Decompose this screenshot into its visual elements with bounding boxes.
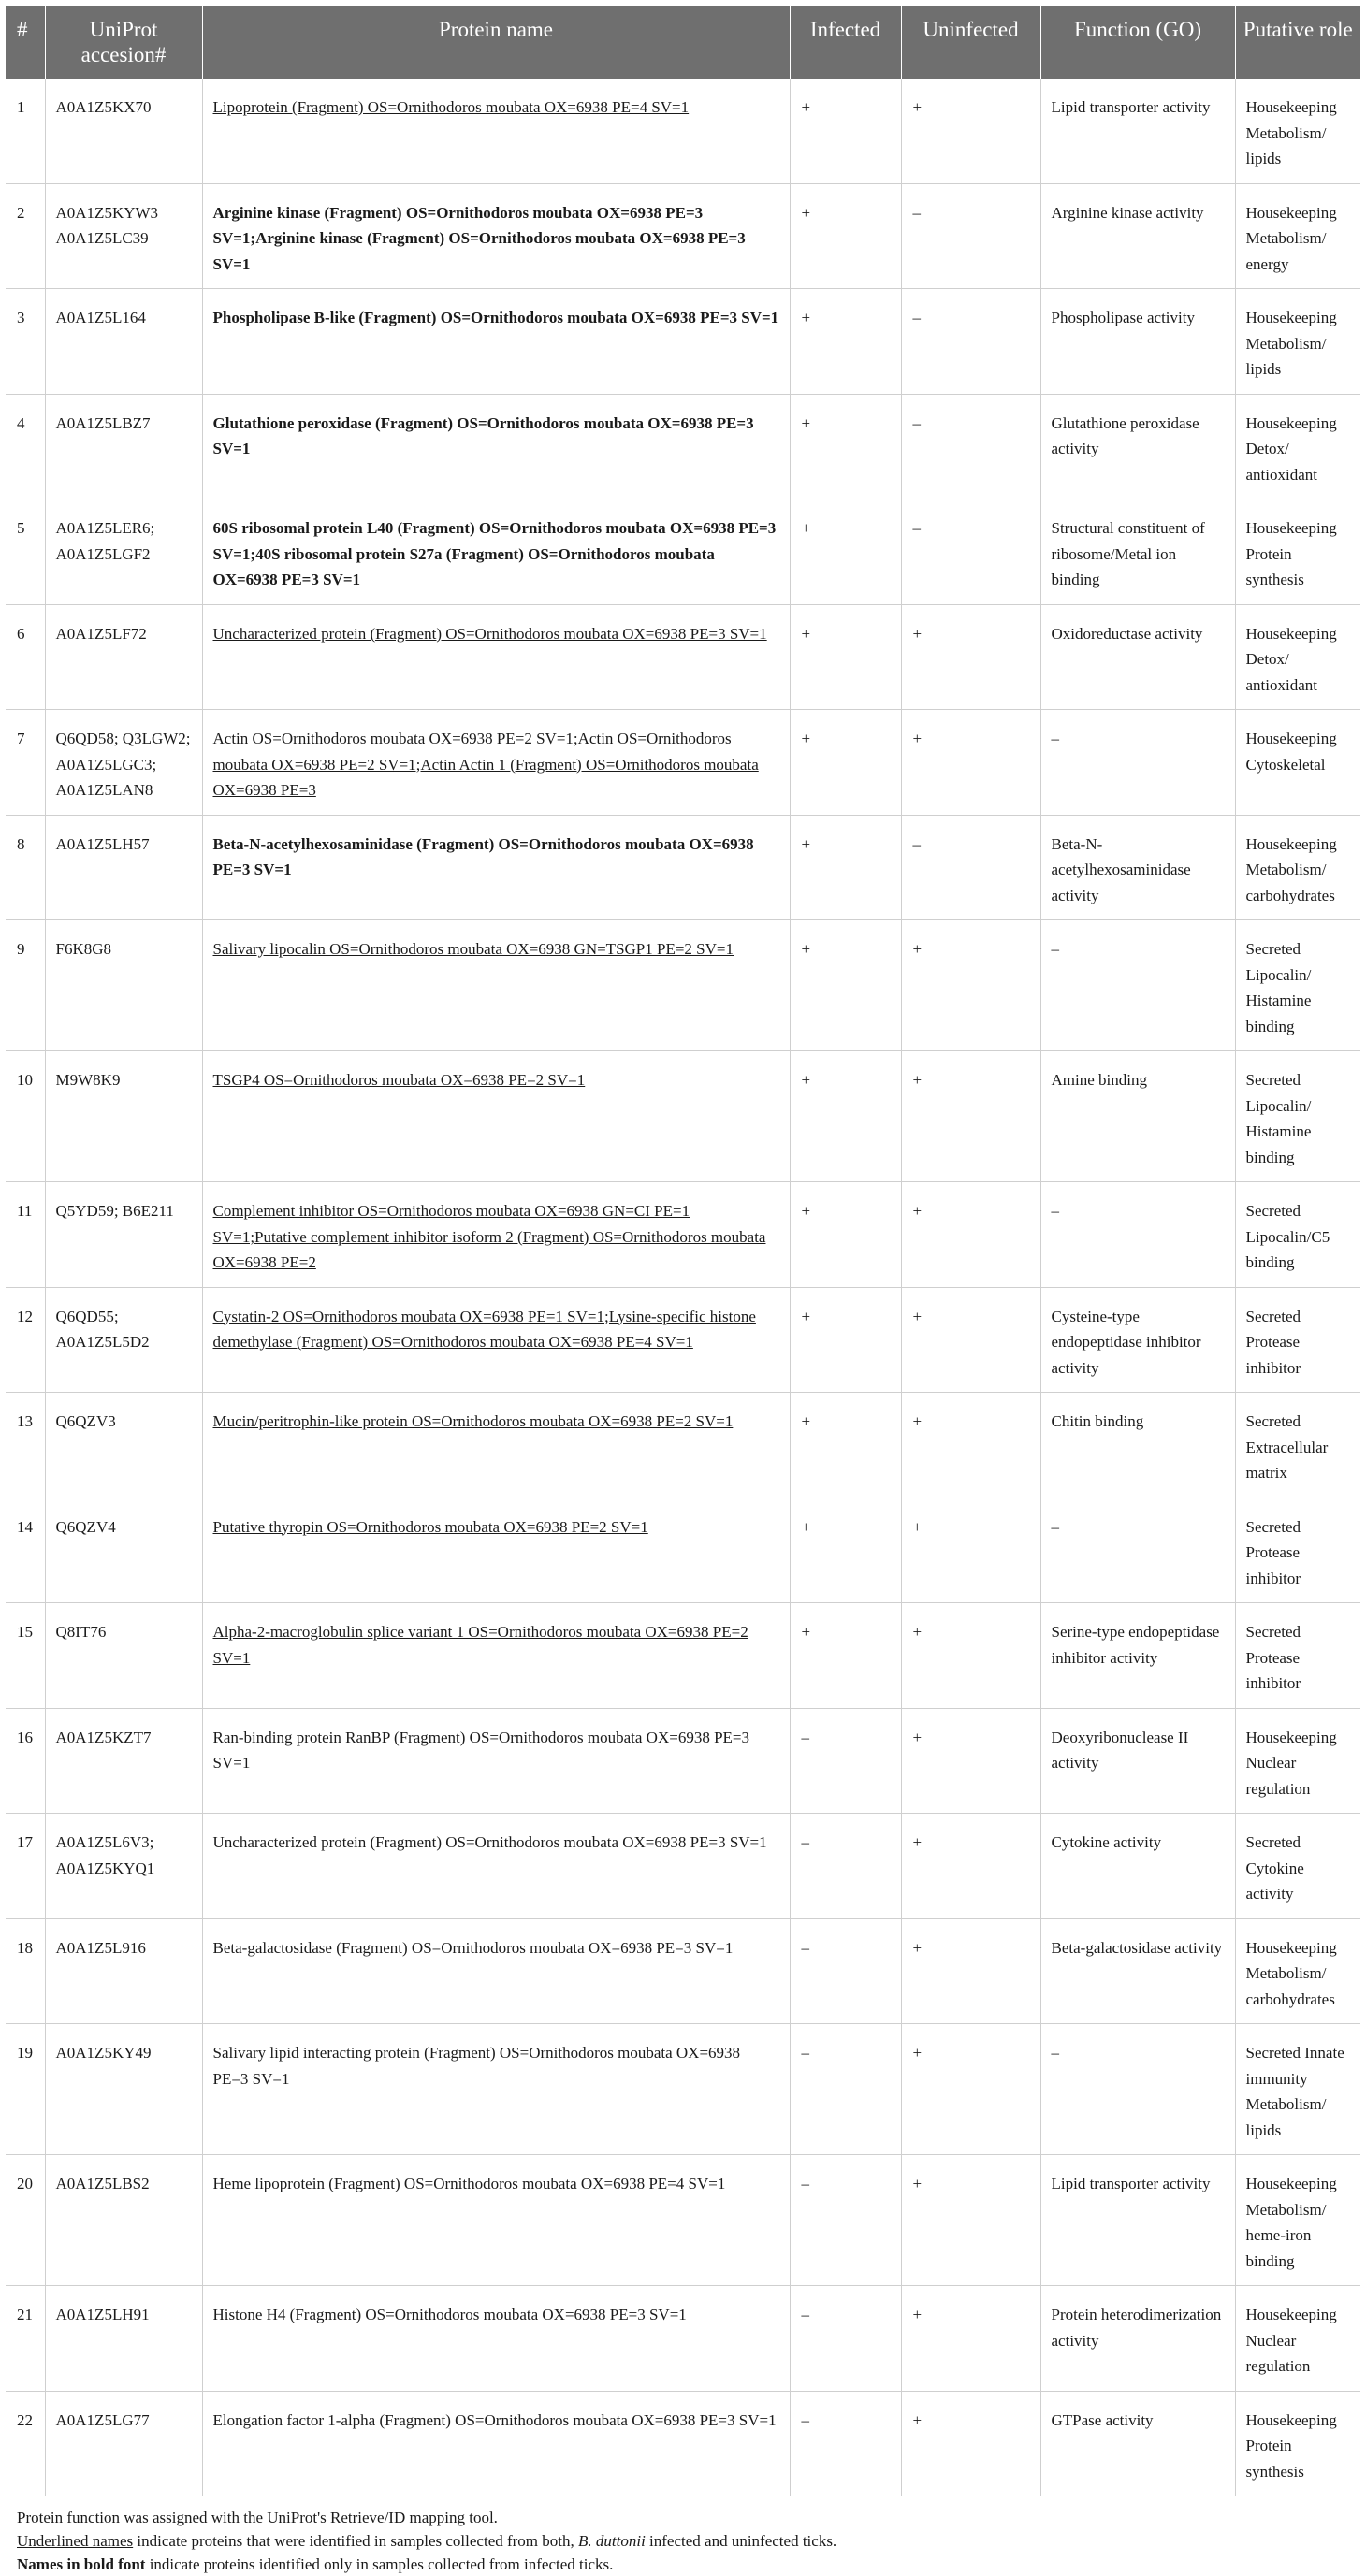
infected-cell: + xyxy=(790,79,901,183)
table-header xyxy=(6,6,1360,79)
accession-cell: Q6QZV4 xyxy=(45,1498,202,1603)
table-row xyxy=(6,710,1360,816)
protein-name-cell xyxy=(202,1814,790,1919)
footnote-3: Names in bold font indicate proteins identified only in samples collected from infected ticks. xyxy=(17,2555,614,2573)
protein-table xyxy=(6,6,1360,2496)
footnote-2: Underlined names indicate proteins that were identified in samples collected from both, B. duttonii infected and uninfected ticks. xyxy=(17,2532,837,2550)
table-row xyxy=(6,2391,1360,2496)
uninfected-cell: + xyxy=(901,2155,1040,2286)
role-cell: Secreted Lipocalin/ Histamine binding xyxy=(1235,920,1360,1051)
role-cell: Housekeeping Nuclear regulation xyxy=(1235,2286,1360,2392)
infected-cell: + xyxy=(790,604,901,710)
table-container xyxy=(6,6,1360,2576)
protein-name-cell xyxy=(202,1182,790,1288)
protein-name-cell xyxy=(202,2391,790,2496)
protein-name-text: Beta-N-acetylhexosaminidase (Fragment) OS=Ornithodoros moubata OX=6938 PE=3 SV=1 xyxy=(212,834,754,878)
function-cell: Cysteine-type endopeptidase inhibitor activity xyxy=(1040,1287,1235,1393)
infected-cell: – xyxy=(790,2155,901,2286)
protein-name-cell xyxy=(202,1708,790,1814)
uninfected-cell: – xyxy=(901,394,1040,499)
protein-name-text: Glutathione peroxidase (Fragment) OS=Ornithodoros moubata OX=6938 PE=3 SV=1 xyxy=(212,413,754,457)
accession-cell: A0A1Z5LBZ7 xyxy=(45,394,202,499)
protein-name-cell xyxy=(202,79,790,183)
role-cell: Secreted Protease inhibitor xyxy=(1235,1603,1360,1709)
role-cell: Secreted Cytokine activity xyxy=(1235,1814,1360,1919)
table-row xyxy=(6,1498,1360,1603)
uninfected-cell: – xyxy=(901,815,1040,920)
accession-cell: A0A1Z5L164 xyxy=(45,289,202,395)
infected-cell: – xyxy=(790,1708,901,1814)
accession-cell: A0A1Z5L6V3; A0A1Z5KYQ1 xyxy=(45,1814,202,1919)
protein-name-cell xyxy=(202,1287,790,1393)
table-row xyxy=(6,183,1360,289)
table-row xyxy=(6,2024,1360,2155)
infected-cell: – xyxy=(790,2391,901,2496)
accession-cell: Q8IT76 xyxy=(45,1603,202,1709)
uninfected-cell: – xyxy=(901,289,1040,395)
function-cell: Protein heterodimerization activity xyxy=(1040,2286,1235,2392)
accession-cell: Q6QD55; A0A1Z5L5D2 xyxy=(45,1287,202,1393)
row-num: 2 xyxy=(6,183,45,289)
role-cell: Housekeeping Metabolism/ carbohydrates xyxy=(1235,815,1360,920)
role-cell: Housekeeping Metabolism/ lipids xyxy=(1235,79,1360,183)
protein-name-cell xyxy=(202,183,790,289)
table-body xyxy=(6,79,1360,2496)
infected-cell: – xyxy=(790,2024,901,2155)
table-row xyxy=(6,1287,1360,1393)
table-row xyxy=(6,394,1360,499)
accession-cell: Q5YD59; B6E211 xyxy=(45,1182,202,1288)
protein-name-cell xyxy=(202,499,790,605)
infected-cell: + xyxy=(790,183,901,289)
table-row xyxy=(6,79,1360,183)
protein-name-cell xyxy=(202,289,790,395)
row-num: 21 xyxy=(6,2286,45,2392)
table-row xyxy=(6,2286,1360,2392)
accession-cell: A0A1Z5LH57 xyxy=(45,815,202,920)
infected-cell: – xyxy=(790,1814,901,1919)
uninfected-cell: + xyxy=(901,1814,1040,1919)
role-cell: Housekeeping Detox/ antioxidant xyxy=(1235,394,1360,499)
uninfected-cell: + xyxy=(901,2024,1040,2155)
uninfected-cell: + xyxy=(901,2391,1040,2496)
row-num: 5 xyxy=(6,499,45,605)
function-cell: GTPase activity xyxy=(1040,2391,1235,2496)
protein-name-text: Beta-galactosidase (Fragment) OS=Ornithodoros moubata OX=6938 PE=3 SV=1 xyxy=(212,1938,734,1957)
row-num: 3 xyxy=(6,289,45,395)
protein-name-text: Phospholipase B-like (Fragment) OS=Ornithodoros moubata OX=6938 PE=3 SV=1 xyxy=(212,309,779,326)
function-cell: – xyxy=(1040,1498,1235,1603)
role-cell: Secreted Innate immunity Metabolism/ lipids xyxy=(1235,2024,1360,2155)
role-cell: Housekeeping Metabolism/ heme-iron binding xyxy=(1235,2155,1360,2286)
infected-cell: + xyxy=(790,815,901,920)
uninfected-cell: – xyxy=(901,183,1040,289)
role-cell: Secreted Lipocalin/ Histamine binding xyxy=(1235,1051,1360,1182)
accession-cell: A0A1Z5KY49 xyxy=(45,2024,202,2155)
protein-name-text: TSGP4 OS=Ornithodoros moubata OX=6938 PE=2 SV=1 xyxy=(212,1071,586,1089)
uninfected-cell: + xyxy=(901,79,1040,183)
function-cell: Lipid transporter activity xyxy=(1040,2155,1235,2286)
row-num: 16 xyxy=(6,1708,45,1814)
infected-cell: + xyxy=(790,289,901,395)
row-num: 12 xyxy=(6,1287,45,1393)
protein-name-text: Salivary lipid interacting protein (Fragment) OS=Ornithodoros moubata OX=6938 PE=3 SV=1 xyxy=(212,2044,741,2088)
header-accession: UniProt accesion# xyxy=(45,6,202,79)
protein-name-text: Elongation factor 1-alpha (Fragment) OS=Ornithodoros moubata OX=6938 PE=3 SV=1 xyxy=(212,2410,777,2429)
table-row xyxy=(6,2155,1360,2286)
function-cell: Chitin binding xyxy=(1040,1393,1235,1498)
role-cell: Secreted Extracellular matrix xyxy=(1235,1393,1360,1498)
role-cell: Housekeeping Detox/ antioxidant xyxy=(1235,604,1360,710)
table-row xyxy=(6,815,1360,920)
function-cell: Deoxyribonuclease II activity xyxy=(1040,1708,1235,1814)
accession-cell: A0A1Z5KYW3 A0A1Z5LC39 xyxy=(45,183,202,289)
header-uninfected: Uninfected xyxy=(901,6,1040,79)
row-num: 22 xyxy=(6,2391,45,2496)
row-num: 9 xyxy=(6,920,45,1051)
infected-cell: + xyxy=(790,920,901,1051)
uninfected-cell: + xyxy=(901,1393,1040,1498)
protein-name-cell xyxy=(202,710,790,816)
function-cell: Phospholipase activity xyxy=(1040,289,1235,395)
header-protein-name: Protein name xyxy=(202,6,790,79)
role-cell: Housekeeping Metabolism/ carbohydrates xyxy=(1235,1918,1360,2024)
table-footnotes xyxy=(6,2506,1360,2576)
protein-name-text: Uncharacterized protein (Fragment) OS=Ornithodoros moubata OX=6938 PE=3 SV=1 xyxy=(212,624,767,643)
uninfected-cell: – xyxy=(901,499,1040,605)
protein-name-cell xyxy=(202,1918,790,2024)
row-num: 18 xyxy=(6,1918,45,2024)
infected-cell: + xyxy=(790,1182,901,1288)
accession-cell: Q6QD58; Q3LGW2; A0A1Z5LGC3; A0A1Z5LAN8 xyxy=(45,710,202,816)
table-row xyxy=(6,1708,1360,1814)
infected-cell: + xyxy=(790,1051,901,1182)
uninfected-cell: + xyxy=(901,1918,1040,2024)
uninfected-cell: + xyxy=(901,1182,1040,1288)
function-cell: Arginine kinase activity xyxy=(1040,183,1235,289)
row-num: 17 xyxy=(6,1814,45,1919)
table-row xyxy=(6,1814,1360,1919)
accession-cell: A0A1Z5KZT7 xyxy=(45,1708,202,1814)
row-num: 8 xyxy=(6,815,45,920)
uninfected-cell: + xyxy=(901,2286,1040,2392)
accession-cell: A0A1Z5LH91 xyxy=(45,2286,202,2392)
row-num: 4 xyxy=(6,394,45,499)
function-cell: – xyxy=(1040,710,1235,816)
uninfected-cell: + xyxy=(901,1051,1040,1182)
protein-name-text: Complement inhibitor OS=Ornithodoros moubata OX=6938 GN=CI PE=1 SV=1;Putative complement inhibitor isoform 2 (Fragment) OS=Ornithodoros moubata OX=6938 PE=2 xyxy=(212,1202,766,1271)
protein-name-text: 60S ribosomal protein L40 (Fragment) OS=Ornithodoros moubata OX=6938 PE=3 SV=1;40S ribosomal protein S27a (Fragment) OS=Ornithodoros moubata OX=6938 PE=3 SV=1 xyxy=(212,519,777,588)
uninfected-cell: + xyxy=(901,1708,1040,1814)
function-cell: Lipid transporter activity xyxy=(1040,79,1235,183)
protein-name-cell xyxy=(202,920,790,1051)
uninfected-cell: + xyxy=(901,1603,1040,1709)
infected-cell: + xyxy=(790,1603,901,1709)
protein-name-cell xyxy=(202,394,790,499)
role-cell: Housekeeping Protein synthesis xyxy=(1235,499,1360,605)
function-cell: Beta-galactosidase activity xyxy=(1040,1918,1235,2024)
function-cell: Amine binding xyxy=(1040,1051,1235,1182)
protein-name-text: Alpha-2-macroglobulin splice variant 1 OS=Ornithodoros moubata OX=6938 PE=2 SV=1 xyxy=(212,1623,748,1667)
protein-name-cell xyxy=(202,1498,790,1603)
uninfected-cell: + xyxy=(901,710,1040,816)
accession-cell: A0A1Z5KX70 xyxy=(45,79,202,183)
role-cell: Secreted Lipocalin/C5 binding xyxy=(1235,1182,1360,1288)
uninfected-cell: + xyxy=(901,604,1040,710)
function-cell: Structural constituent of ribosome/Metal ion binding xyxy=(1040,499,1235,605)
row-num: 10 xyxy=(6,1051,45,1182)
table-row xyxy=(6,1393,1360,1498)
row-num: 11 xyxy=(6,1182,45,1288)
role-cell: Housekeeping Cytoskeletal xyxy=(1235,710,1360,816)
row-num: 1 xyxy=(6,79,45,183)
function-cell: Oxidoreductase activity xyxy=(1040,604,1235,710)
row-num: 13 xyxy=(6,1393,45,1498)
accession-cell: Q6QZV3 xyxy=(45,1393,202,1498)
protein-name-text: Actin OS=Ornithodoros moubata OX=6938 PE=2 SV=1;Actin OS=Ornithodoros moubata OX=6938 PE=2 SV=1;Actin Actin 1 (Fragment) OS=Ornithodoros moubata OX=6938 PE=3 xyxy=(212,730,759,799)
accession-cell: A0A1Z5LG77 xyxy=(45,2391,202,2496)
function-cell: Beta-N-acetylhexosaminidase activity xyxy=(1040,815,1235,920)
table-row xyxy=(6,289,1360,395)
uninfected-cell: + xyxy=(901,920,1040,1051)
protein-name-cell xyxy=(202,1393,790,1498)
accession-cell: A0A1Z5LER6; A0A1Z5LGF2 xyxy=(45,499,202,605)
function-cell: – xyxy=(1040,1182,1235,1288)
protein-name-text: Putative thyropin OS=Ornithodoros moubata OX=6938 PE=2 SV=1 xyxy=(212,1517,648,1536)
table-row xyxy=(6,1051,1360,1182)
footnote-1: Protein function was assigned with the UniProt's Retrieve/ID mapping tool. xyxy=(17,2509,498,2526)
function-cell: Glutathione peroxidase activity xyxy=(1040,394,1235,499)
table-row xyxy=(6,1918,1360,2024)
protein-name-text: Arginine kinase (Fragment) OS=Ornithodoros moubata OX=6938 PE=3 SV=1;Arginine kinase (Fragment) OS=Ornithodoros moubata OX=6938 PE=3 SV=1 xyxy=(212,203,746,273)
infected-cell: – xyxy=(790,2286,901,2392)
function-cell: – xyxy=(1040,920,1235,1051)
protein-name-cell xyxy=(202,2155,790,2286)
protein-name-cell xyxy=(202,2286,790,2392)
role-cell: Secreted Protease inhibitor xyxy=(1235,1498,1360,1603)
table-row xyxy=(6,604,1360,710)
role-cell: Housekeeping Metabolism/ energy xyxy=(1235,183,1360,289)
protein-name-text: Cystatin-2 OS=Ornithodoros moubata OX=6938 PE=1 SV=1;Lysine-specific histone demethylase (Fragment) OS=Ornithodoros moubata OX=6938 PE=4 SV=1 xyxy=(212,1307,756,1351)
row-num: 20 xyxy=(6,2155,45,2286)
infected-cell: + xyxy=(790,1498,901,1603)
infected-cell: + xyxy=(790,1393,901,1498)
uninfected-cell: + xyxy=(901,1498,1040,1603)
protein-name-text: Salivary lipocalin OS=Ornithodoros moubata OX=6938 GN=TSGP1 PE=2 SV=1 xyxy=(212,940,734,958)
function-cell: Serine-type endopeptidase inhibitor activity xyxy=(1040,1603,1235,1709)
table-row xyxy=(6,499,1360,605)
header-row xyxy=(6,6,1360,79)
header-infected: Infected xyxy=(790,6,901,79)
accession-cell: A0A1Z5L916 xyxy=(45,1918,202,2024)
protein-name-text: Lipoprotein (Fragment) OS=Ornithodoros moubata OX=6938 PE=4 SV=1 xyxy=(212,98,690,116)
protein-name-cell xyxy=(202,604,790,710)
infected-cell: + xyxy=(790,710,901,816)
role-cell: Housekeeping Protein synthesis xyxy=(1235,2391,1360,2496)
protein-name-cell xyxy=(202,1603,790,1709)
accession-cell: F6K8G8 xyxy=(45,920,202,1051)
function-cell: Cytokine activity xyxy=(1040,1814,1235,1919)
infected-cell: + xyxy=(790,394,901,499)
protein-name-cell xyxy=(202,2024,790,2155)
accession-cell: A0A1Z5LF72 xyxy=(45,604,202,710)
row-num: 15 xyxy=(6,1603,45,1709)
protein-name-cell xyxy=(202,1051,790,1182)
protein-name-text: Uncharacterized protein (Fragment) OS=Ornithodoros moubata OX=6938 PE=3 SV=1 xyxy=(212,1833,767,1851)
function-cell: – xyxy=(1040,2024,1235,2155)
header-num: # xyxy=(6,6,45,79)
table-row xyxy=(6,1603,1360,1709)
row-num: 19 xyxy=(6,2024,45,2155)
row-num: 14 xyxy=(6,1498,45,1603)
row-num: 6 xyxy=(6,604,45,710)
role-cell: Housekeeping Metabolism/ lipids xyxy=(1235,289,1360,395)
accession-cell: M9W8K9 xyxy=(45,1051,202,1182)
uninfected-cell: + xyxy=(901,1287,1040,1393)
role-cell: Secreted Protease inhibitor xyxy=(1235,1287,1360,1393)
infected-cell: + xyxy=(790,499,901,605)
protein-name-text: Ran-binding protein RanBP (Fragment) OS=Ornithodoros moubata OX=6938 PE=3 SV=1 xyxy=(212,1728,750,1772)
header-role: Putative role xyxy=(1235,6,1360,79)
role-cell: Housekeeping Nuclear regulation xyxy=(1235,1708,1360,1814)
protein-name-text: Mucin/peritrophin-like protein OS=Ornithodoros moubata OX=6938 PE=2 SV=1 xyxy=(212,1412,734,1430)
accession-cell: A0A1Z5LBS2 xyxy=(45,2155,202,2286)
protein-name-text: Histone H4 (Fragment) OS=Ornithodoros moubata OX=6938 PE=3 SV=1 xyxy=(212,2306,687,2323)
infected-cell: + xyxy=(790,1287,901,1393)
protein-name-cell xyxy=(202,815,790,920)
table-row xyxy=(6,920,1360,1051)
infected-cell: – xyxy=(790,1918,901,2024)
table-row xyxy=(6,1182,1360,1288)
header-function: Function (GO) xyxy=(1040,6,1235,79)
row-num: 7 xyxy=(6,710,45,816)
protein-name-text: Heme lipoprotein (Fragment) OS=Ornithodoros moubata OX=6938 PE=4 SV=1 xyxy=(212,2175,726,2192)
